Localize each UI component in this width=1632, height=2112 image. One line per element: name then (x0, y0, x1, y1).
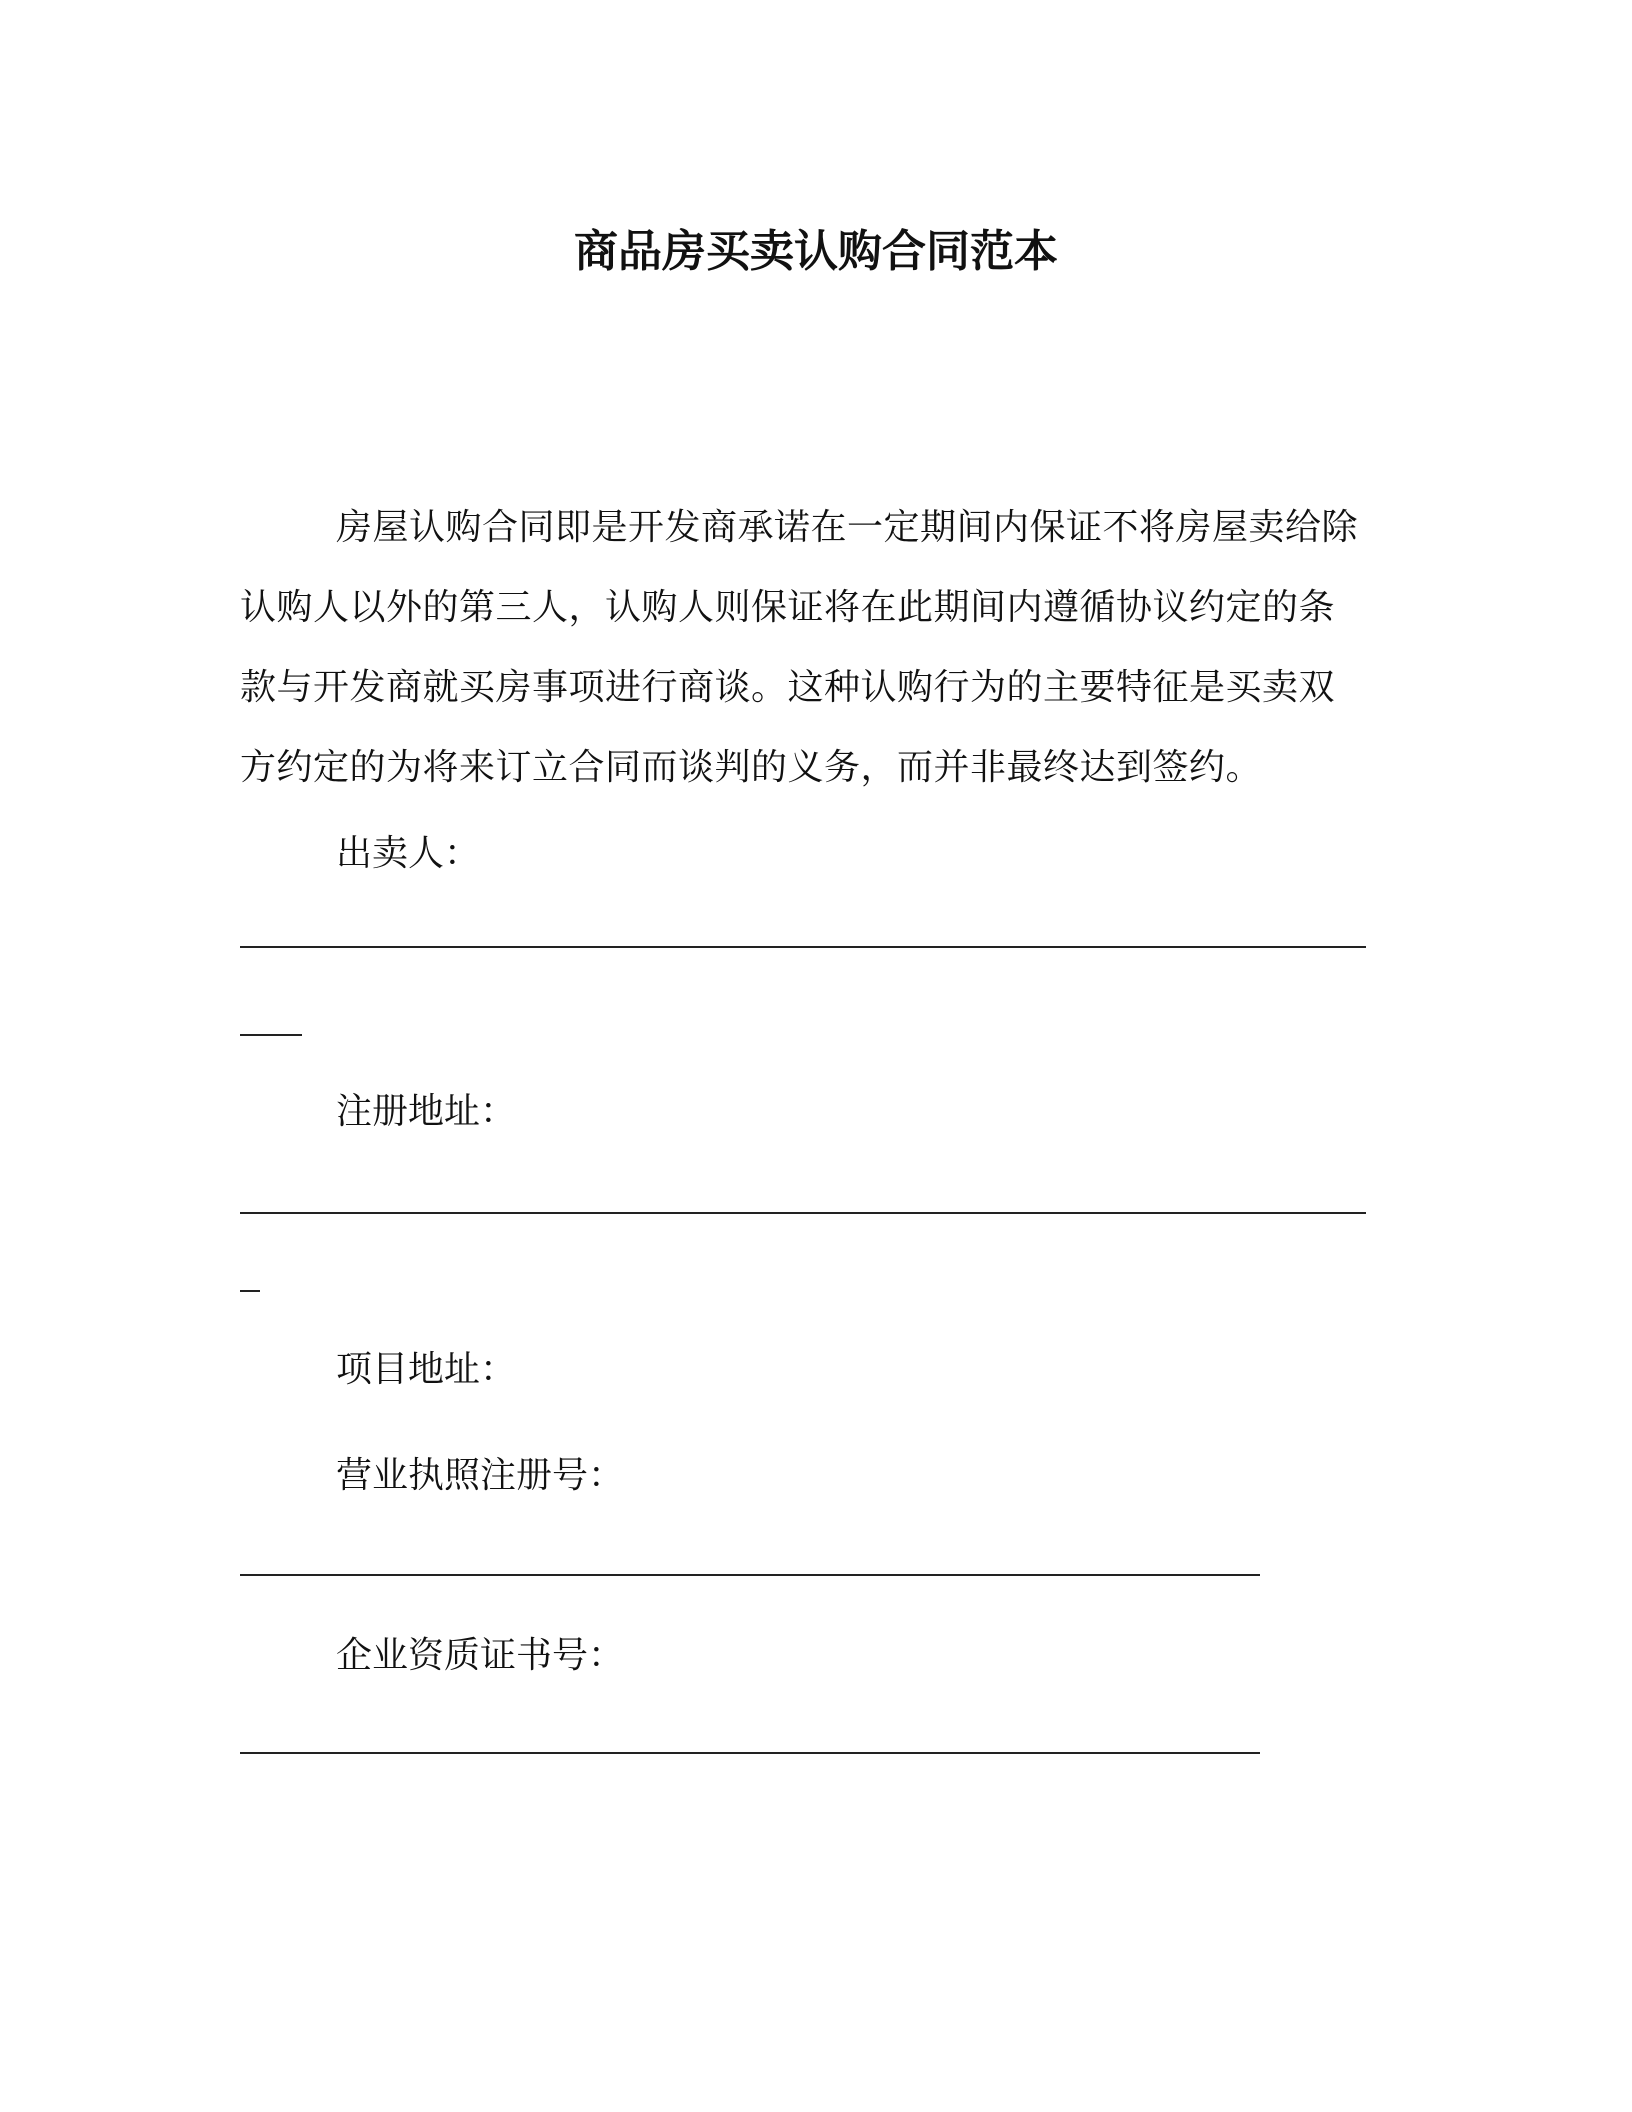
registered-address-blank-line-cont (240, 1290, 260, 1292)
business-license-blank-line (240, 1574, 1260, 1576)
qualification-cert-label: 企业资质证书号： (336, 1635, 625, 1676)
document-title: 商品房买卖认购合同范本 (574, 226, 1058, 277)
registered-address-blank-line (240, 1212, 1366, 1214)
seller-label: 出卖人： (336, 833, 481, 874)
project-address-label: 项目地址： (336, 1349, 517, 1390)
seller-blank-line-cont (240, 1034, 302, 1036)
paragraph-line: 认购人以外的第三人，认购人则保证将在此期间内遵循协议约定的条 (240, 587, 1336, 628)
paragraph-line: 方约定的为将来订立合同而谈判的义务，而并非最终达到签约。 (240, 747, 1263, 788)
business-license-label: 营业执照注册号： (336, 1455, 625, 1496)
qualification-cert-blank-line (240, 1752, 1260, 1754)
paragraph-line: 房屋认购合同即是开发商承诺在一定期间内保证不将房屋卖给除 (336, 507, 1359, 548)
registered-address-label: 注册地址： (336, 1091, 517, 1132)
intro-paragraph (240, 488, 1380, 808)
paragraph-line: 款与开发商就买房事项进行商谈。这种认购行为的主要特征是买卖双 (240, 667, 1336, 708)
seller-blank-line (240, 946, 1366, 948)
